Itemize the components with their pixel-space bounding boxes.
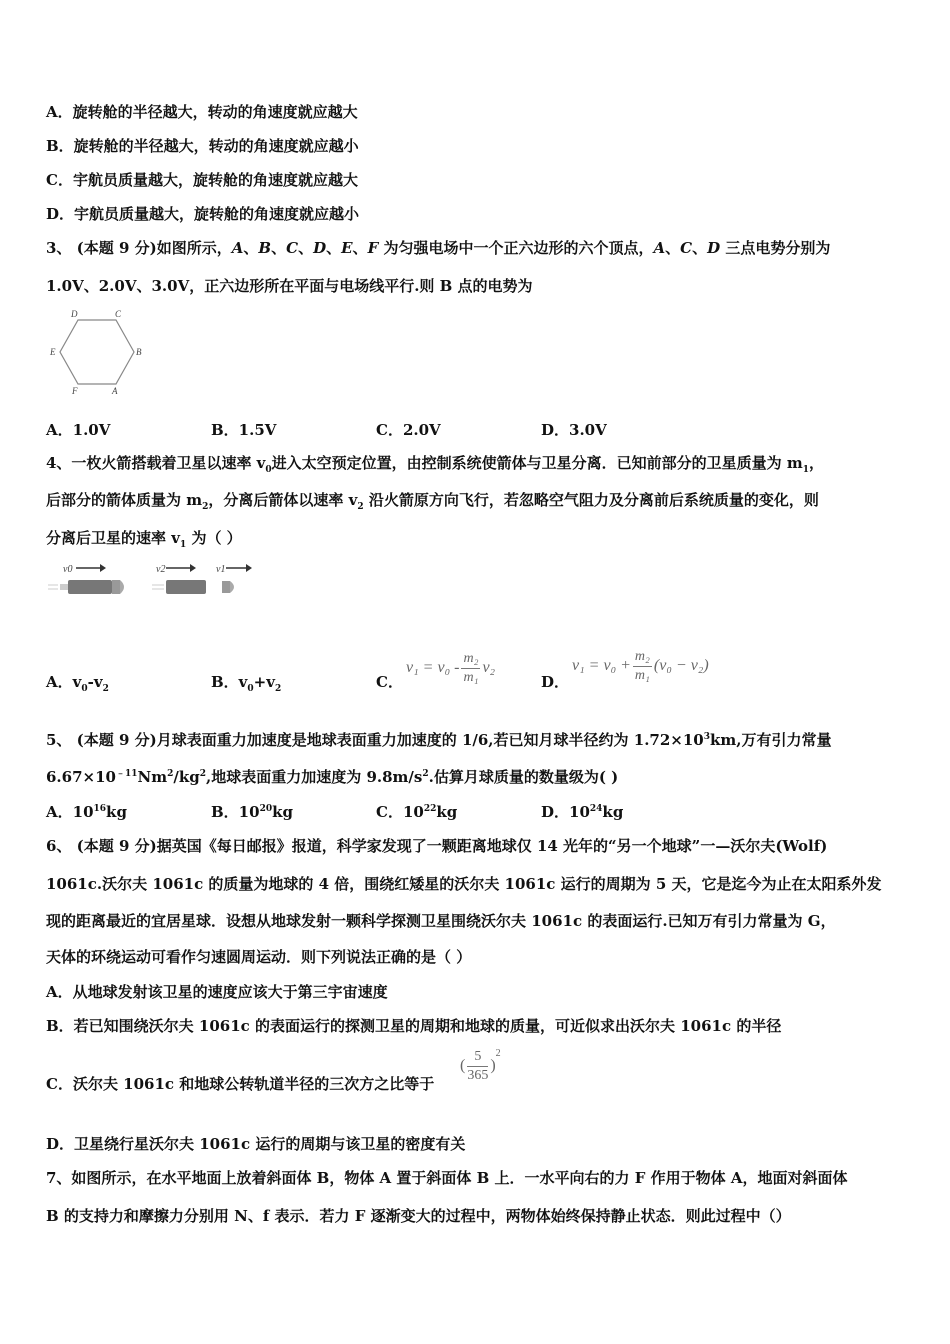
q4-option-c: C． (376, 673, 403, 691)
rocket-before (48, 564, 124, 594)
q7-stem-line2: B 的支持力和摩擦力分别用 N、f 表示．若力 F 逐渐变大的过程中，两物体始终保持静止状态．则此过程中（） (46, 1207, 791, 1225)
q6-stem-line3: 现的距离最近的宜居星球．设想从地球发射一颗科学探测卫星围绕沃尔夫 1061c 的表面运行.已知万有引力常量为 G， (46, 912, 836, 930)
q6-option-b: B．若已知围绕沃尔夫 1061c 的表面运行的探测卫星的周期和地球的质量，可近似求出沃尔夫 1061c 的半径 (46, 1017, 782, 1035)
q2-option-d: D．宇航员质量越大，旋转舱的角速度就应越小 (46, 205, 360, 223)
q6-formula-c: ( $\frac{5}{365}$ )$^2$ (460, 1048, 501, 1083)
q6-stem-line4: 天体的环绕运动可看作匀速圆周运动．则下列说法正确的是（ ） (46, 948, 472, 966)
q4-formula-d: v₁ = v₀ + $\frac{\text{m₂}}{\text{m₁}}$ (v₀ − v₂) (572, 649, 709, 683)
hex-label-a: A (112, 386, 118, 396)
q5-option-b: B．$10^{20}kg$ (211, 803, 293, 821)
q4-formula-c: v₁ = v₀ - $\frac{\text{m₂}}{\text{m₁}}$ v₂ (406, 651, 496, 685)
q3-stem-line1: 3、 (本题 9 分)如图所示，A、B、C、D、E、F 为匀强电场中一个正六边形的六个顶点，A、C、D 三点电势分别为 (46, 239, 831, 257)
q5-stem-line2: $6.67\times 10^{﹣11}Nm^2/kg^2$,地球表面重力加速度为 $9.8m/s^2$.估算月球质量的数量级为( ) (46, 768, 619, 786)
q3-option-a: A．1.0V (46, 421, 111, 439)
q4-stem-line1: 4、一枚火箭搭载着卫星以速率 $v_0$进入太空预定位置，由控制系统使箭体与卫星分离．已知前部分的卫星质量为 $m_1$， (46, 454, 825, 475)
q3-stem-line2: 1.0V、2.0V、3.0V，正六边形所在平面与电场线平行.则 B 点的电势为 (46, 277, 533, 295)
label-v0: v0 (63, 564, 73, 575)
q4-stem-line3: 分离后卫星的速率 $v_1$ 为（ ） (46, 529, 242, 550)
q6-stem-line2: 1061c.沃尔夫 1061c 的质量为地球的 4 倍，围绕红矮星的沃尔夫 1061c 运行的周期为 5 天，它是迄今为止在太阳系外发 (46, 875, 882, 893)
rocket-figure (46, 560, 258, 610)
q5-stem-line1: 5、 (本题 9 分)月球表面重力加速度是地球表面重力加速度的 1/6,若已知月球半径约为 $1.72\times 10^3km$,万有引力常量 (46, 731, 832, 749)
q3-option-c: C．2.0V (376, 421, 441, 439)
q5-option-d: D．$10^{24}kg$ (541, 803, 624, 821)
hex-label-b: B (136, 347, 142, 357)
q2-option-c: C．宇航员质量越大，旋转舱的角速度就应越大 (46, 171, 358, 189)
q5-option-a: A．$10^{16}kg$ (46, 803, 127, 821)
q6-stem-line1: 6、 (本题 9 分)据英国《每日邮报》报道，科学家发现了一颗距离地球仅 14 光年的“另一个地球”一—沃尔夫(Wolf) (46, 837, 828, 855)
hexagon-shape (60, 320, 134, 384)
q3-option-b: B．1.5V (211, 421, 277, 439)
q4-option-d: D． (541, 673, 570, 691)
hex-label-d: D (71, 309, 78, 319)
q6-option-a: A．从地球发射该卫星的速度应该大于第三宇宙速度 (46, 983, 388, 1001)
q6-option-d: D．卫星绕行星沃尔夫 1061c 运行的周期与该卫星的密度有关 (46, 1135, 466, 1153)
q4-option-a: A．$v_0-v_2$ (46, 673, 109, 694)
q4-option-b: B．$v_0+v_2$ (211, 673, 282, 694)
q7-stem-line1: 7、如图所示，在水平地面上放着斜面体 B，物体 A 置于斜面体 B 上．一水平向右的力 F 作用于物体 A，地面对斜面体 (46, 1169, 848, 1187)
hex-label-c: C (115, 309, 122, 319)
q6-option-c: C．沃尔夫 1061c 和地球公转轨道半径的三次方之比等于 (46, 1075, 435, 1093)
q2-option-b: B．旋转舱的半径越大，转动的角速度就应越小 (46, 137, 359, 155)
q3-option-d: D．3.0V (541, 421, 607, 439)
hex-label-e: E (50, 347, 56, 357)
q5-option-c: C．$10^{22}kg$ (376, 803, 458, 821)
label-v2: v2 (156, 564, 166, 575)
label-v1: v1 (216, 564, 226, 575)
hex-label-f: F (72, 386, 78, 396)
rocket-after (152, 564, 252, 594)
hexagon-figure (46, 306, 146, 398)
q2-option-a: A．旋转舱的半径越大，转动的角速度就应越大 (46, 103, 358, 121)
q4-stem-line2: 后部分的箭体质量为 $m_2$，分离后箭体以速率 $v_2$ 沿火箭原方向飞行，若忽略空气阻力及分离前后系统质量的变化，则 (46, 491, 819, 512)
